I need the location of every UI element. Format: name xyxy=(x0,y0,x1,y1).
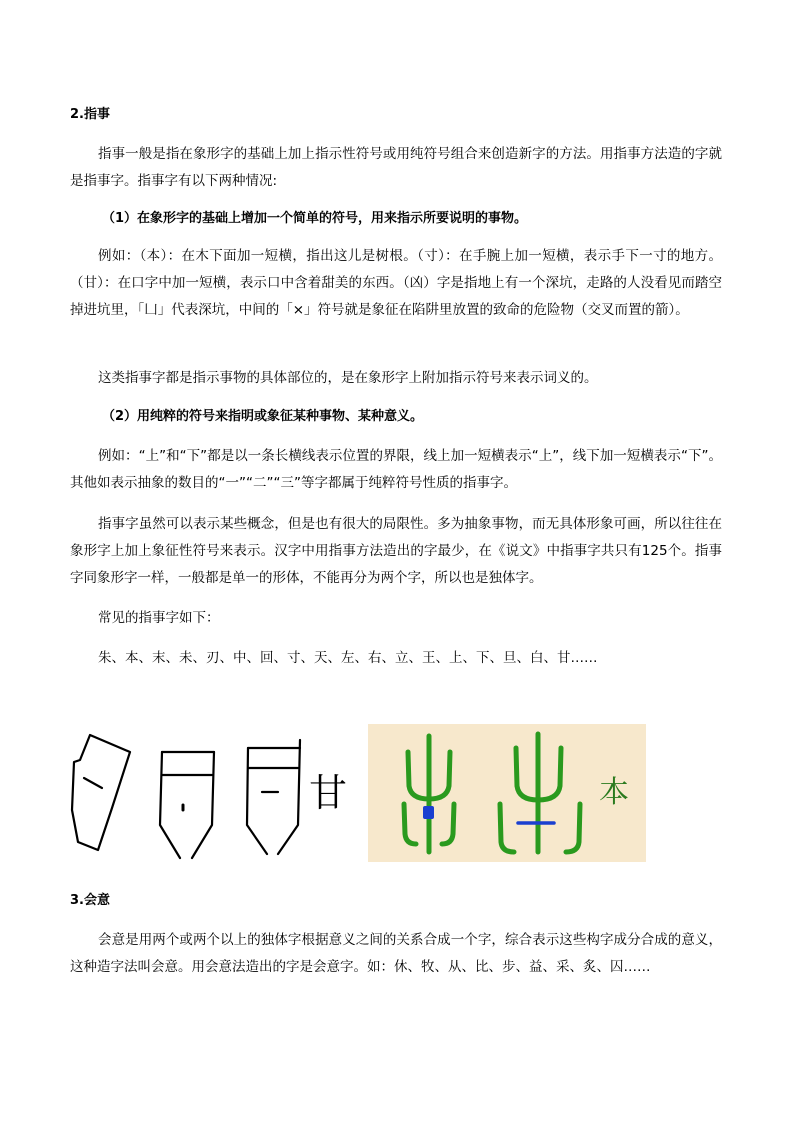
section-2-subheading-2: （2）用纯粹的符号来指明或象征某种事物、某种意义。 xyxy=(102,409,424,424)
ben-modern-character: 本 xyxy=(599,775,629,810)
section-2-subheading-1: （1）在象形字的基础上增加一个简单的符号，用来指示所要说明的事物。 xyxy=(102,211,528,226)
section-3-title: 3.会意 xyxy=(70,893,110,908)
glyph-b-right-root xyxy=(566,804,580,852)
glyph-a-left-root xyxy=(404,804,416,844)
gan-modern-character: 甘 xyxy=(309,771,348,815)
glyph-2-right xyxy=(192,752,214,858)
glyph-1-mark xyxy=(84,778,102,788)
glyph-1-outline xyxy=(72,735,130,850)
section-2-paragraph-4: 例如：“上”和“下”都是以一条长横线表示位置的界限，线上加一短横表示“上”，线下加一短横表示“下”。其他如表示抽象的数目的“一”“二”“三”等字都属于纯粹符号性质的指事字。 xyxy=(70,448,722,491)
section-2-title: 2.指事 xyxy=(70,107,110,122)
section-2-paragraph-5: 指事字虽然可以表示某些概念，但是也有很大的局限性。多为抽象事物，而无具体形象可画，所以往往在象形字上加上象征性符号来表示。汉字中用指事方法造出的字最少，在《说文》中指事字共只有125个。指事字同象形字一样，一般都是单一的形体，不能再分为两个字，所以也是独体字。 xyxy=(70,516,722,586)
section-3-paragraph-1: 会意是用两个或两个以上的独体字根据意义之间的关系合成一个字，综合表示这些构字成分合成的意义，这种造字法叫会意。用会意法造出的字是会意字。如：休、牧、从、比、步、益、采、炙、囚…… xyxy=(70,932,722,975)
section-2-paragraph-1: 指事一般是指在象形字的基础上加上指示性符号或用纯符号组合来创造新字的方法。用指事方法造的字就是指事字。指事字有以下两种情况: xyxy=(70,146,722,189)
glyph-3-left xyxy=(247,748,267,854)
glyph-3-right xyxy=(278,740,300,854)
glyph-a-root-marker xyxy=(423,806,434,819)
section-2-paragraph-2: 例如：（本）：在木下面加一短横，指出这儿是树根。（寸）：在手腕上加一短横，表示手下一寸的地方。（甘）：在口字中加一短横，表示口中含着甜美的东西。（凶）字是指地上有一个深坑，走路的人没看见而踏空掉进坑里，「凵」代表深坑，中间的「×」符号就是象征在陷阱里放置的致命的危险物（交叉而置的箭）。 xyxy=(70,248,722,318)
section-2-example-list: 朱、本、末、未、刃、中、回、寸、天、左、右、立、王、上、下、旦、白、甘…… xyxy=(98,650,598,666)
glyph-2-left xyxy=(160,752,180,858)
section-2-paragraph-3: 这类指事字都是指示事物的具体部位的，是在象形字上附加指示符号来表示词义的。 xyxy=(98,370,598,386)
glyph-a-right-root xyxy=(442,804,454,844)
section-2-paragraph-6: 常见的指事字如下： xyxy=(98,610,220,626)
glyph-b-left-root xyxy=(500,804,514,852)
